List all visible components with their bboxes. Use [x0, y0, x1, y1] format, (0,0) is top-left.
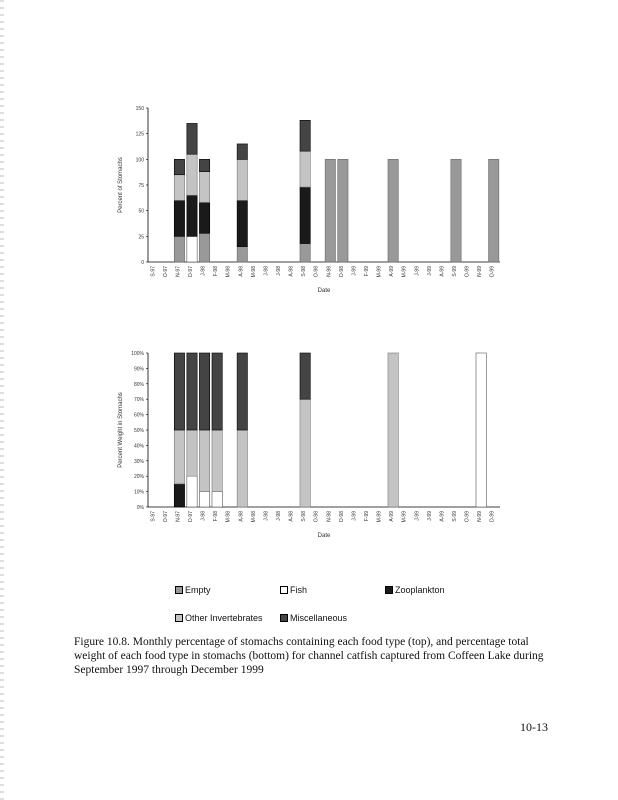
legend-swatch-empty [175, 586, 183, 594]
bottom-x-tick-label: J-98 [263, 511, 270, 521]
bottom-y-tick-label: 80% [133, 381, 144, 388]
legend-item-miscellaneous [280, 613, 347, 623]
bottom-x-tick-label: A-99 [389, 511, 396, 522]
bottom-x-tick-label: M-99 [376, 511, 383, 523]
top-bar-zooplankton [174, 200, 184, 236]
legend-swatch-zooplankton [385, 586, 393, 594]
bottom-y-tick-label: 40% [133, 443, 144, 450]
top-bar-empty [451, 159, 461, 262]
top-y-tick-label: 100 [135, 157, 144, 164]
bottom-x-tick-label: N-97 [175, 511, 182, 522]
top-x-tick-label: D-99 [489, 266, 496, 277]
bottom-y-tick-label: 90% [133, 366, 144, 373]
legend [175, 585, 505, 625]
bottom-bar-other-invertebrates [187, 430, 197, 476]
bottom-x-tick-label: M-98 [225, 511, 232, 523]
legend-label-fish: Fish [290, 585, 308, 595]
bottom-x-tick-label: D-99 [489, 511, 496, 522]
top-bar-miscellaneous [300, 120, 310, 151]
weight-percent-chart [0, 345, 618, 550]
bottom-bar-miscellaneous [174, 353, 184, 430]
top-bar-empty [199, 233, 209, 262]
top-bar-other-invertebrates [199, 172, 209, 203]
top-bar-zooplankton [300, 187, 310, 243]
top-x-tick-label: N-99 [477, 266, 484, 277]
top-x-tick-label: M-98 [250, 266, 257, 278]
top-x-tick-label: A-99 [439, 266, 446, 277]
bottom-y-tick-label: 60% [133, 412, 144, 419]
bottom-x-tick-label: D-98 [338, 511, 345, 522]
bottom-bar-other-invertebrates [199, 430, 209, 492]
bottom-bar-other-invertebrates [212, 430, 222, 492]
top-x-tick-label: S-97 [150, 266, 157, 277]
bottom-x-tick-label: F-98 [213, 511, 220, 522]
bottom-bar-fish [199, 492, 209, 507]
bottom-bar-fish [476, 353, 486, 507]
bottom-bar-miscellaneous [300, 353, 310, 399]
top-bar-zooplankton [199, 202, 209, 233]
top-x-tick-label: A-98 [238, 266, 245, 277]
top-x-tick-label: D-97 [188, 266, 194, 277]
bottom-x-tick-label: J-99 [351, 511, 358, 521]
bottom-bar-miscellaneous [199, 353, 209, 430]
legend-item-empty [175, 585, 211, 595]
legend-swatch-miscellaneous [280, 614, 288, 622]
legend-swatch-fish [280, 586, 288, 594]
bottom-bar-zooplankton [174, 484, 184, 507]
top-bar-empty [325, 159, 335, 262]
bottom-x-tick-label: S-98 [301, 511, 308, 522]
legend-label-zooplankton: Zooplankton [395, 585, 445, 595]
top-y-tick-label: 150 [135, 106, 144, 112]
bottom-y-tick-label: 70% [133, 397, 144, 404]
bottom-y-tick-label: 0% [136, 505, 144, 511]
top-x-tick-label: O-99 [464, 266, 471, 278]
top-x-tick-label: A-98 [288, 266, 295, 277]
top-bar-zooplankton [237, 200, 247, 246]
bottom-x-axis-label: Date [317, 533, 331, 539]
top-x-tick-label: F-98 [213, 266, 220, 277]
top-bar-empty [174, 236, 184, 262]
bottom-bar-other-invertebrates [388, 353, 398, 507]
bottom-x-tick-label: J-99 [426, 511, 433, 521]
top-x-tick-label: F-99 [364, 266, 370, 277]
legend-item-zooplankton [385, 585, 445, 595]
legend-label-other-invertebrates: Other Invertebrates [185, 613, 263, 623]
bottom-x-tick-label: O-97 [162, 511, 169, 523]
bottom-y-tick-label: 10% [133, 489, 144, 496]
bottom-y-tick-label: 50% [133, 428, 144, 434]
bottom-y-tick-label: 20% [133, 474, 144, 481]
top-bar-other-invertebrates [300, 151, 310, 187]
legend-label-empty: Empty [185, 585, 211, 595]
legend-label-miscellaneous: Miscellaneous [290, 613, 348, 623]
top-bar-empty [237, 247, 247, 262]
top-y-tick-label: 125 [135, 131, 144, 138]
top-x-tick-label: J-98 [263, 266, 270, 276]
bottom-y-tick-label: 30% [133, 458, 144, 465]
top-x-tick-label: O-98 [313, 266, 320, 278]
bottom-bar-other-invertebrates [174, 430, 184, 484]
top-y-tick-label: 0 [141, 260, 144, 266]
page-number: 10-13 [520, 720, 548, 734]
legend-item-fish [280, 585, 307, 595]
top-x-tick-label: J-98 [200, 266, 207, 276]
top-bar-fish [187, 236, 197, 262]
bottom-x-tick-label: O-99 [464, 511, 471, 523]
chart-top-svg [0, 100, 618, 305]
bottom-x-tick-label: N-98 [326, 511, 333, 522]
stomach-percent-chart [0, 100, 618, 305]
bottom-x-tick-label: M-99 [401, 511, 408, 523]
bottom-x-tick-label: S-97 [150, 511, 157, 522]
top-bar-empty [489, 159, 499, 262]
top-bar-miscellaneous [199, 159, 209, 171]
top-x-tick-label: M-99 [401, 266, 408, 278]
top-x-tick-label: J-98 [276, 266, 282, 276]
legend-item-other-invertebrates [175, 613, 263, 623]
top-bar-miscellaneous [237, 144, 247, 159]
top-x-tick-label: S-99 [452, 266, 458, 277]
bottom-y-tick-label: 100% [131, 351, 144, 357]
top-bar-zooplankton [187, 195, 197, 236]
bottom-bar-miscellaneous [187, 353, 197, 430]
top-x-tick-label: J-99 [414, 266, 421, 276]
bottom-x-tick-label: J-98 [276, 511, 282, 521]
legend-swatch-other-invertebrates [175, 614, 183, 622]
bottom-bar-fish [187, 476, 197, 507]
bottom-bar-other-invertebrates [300, 399, 310, 507]
bottom-x-tick-label: J-98 [200, 511, 207, 521]
top-x-tick-label: S-98 [301, 266, 308, 277]
top-bar-other-invertebrates [187, 154, 197, 195]
top-bar-miscellaneous [174, 159, 184, 174]
bottom-bar-miscellaneous [212, 353, 222, 430]
bottom-x-tick-label: M-98 [250, 511, 257, 523]
top-bar-other-invertebrates [237, 159, 247, 200]
top-bar-miscellaneous [187, 123, 197, 154]
bottom-x-tick-label: S-99 [452, 511, 458, 522]
top-x-tick-label: M-98 [225, 266, 232, 278]
top-x-tick-label: J-99 [351, 266, 358, 276]
top-x-axis-label: Date [317, 288, 331, 294]
top-bar-empty [338, 159, 348, 262]
bottom-x-tick-label: A-98 [238, 511, 245, 522]
top-y-tick-label: 50 [138, 208, 144, 215]
top-x-tick-label: N-98 [326, 266, 333, 277]
bottom-bar-fish [212, 492, 222, 507]
top-bar-empty [300, 244, 310, 262]
top-x-tick-label: N-97 [175, 266, 182, 277]
bottom-x-tick-label: A-98 [288, 511, 295, 522]
bottom-x-tick-label: O-98 [313, 511, 320, 523]
figure-caption: Figure 10.8. Monthly percentage of stomachs containing each food type (top), and percentage total weight of each food type in stomachs (bottom) for channel catfish captured from Coffeen Lake during September 1997 through December 1999 [74, 636, 544, 676]
top-x-tick-label: D-98 [338, 266, 345, 277]
bottom-y-axis-label: Percent Weight in Stomachs [118, 392, 124, 468]
bottom-x-tick-label: J-99 [414, 511, 421, 521]
top-y-axis-label: Percent of Stomachs [118, 157, 124, 213]
bottom-x-tick-label: D-97 [188, 511, 194, 522]
bottom-x-tick-label: F-99 [364, 511, 370, 522]
top-y-tick-label: 25 [138, 234, 144, 241]
top-bar-other-invertebrates [174, 175, 184, 201]
top-x-tick-label: O-97 [162, 266, 169, 278]
top-y-tick-label: 75 [138, 183, 144, 189]
top-x-tick-label: A-99 [389, 266, 396, 277]
bottom-bar-miscellaneous [237, 353, 247, 430]
top-x-tick-label: J-99 [426, 266, 433, 276]
bottom-x-tick-label: A-99 [439, 511, 446, 522]
top-x-tick-label: M-99 [376, 266, 383, 278]
chart-bottom-svg [0, 345, 618, 550]
bottom-bar-other-invertebrates [237, 430, 247, 507]
bottom-x-tick-label: N-99 [477, 511, 484, 522]
top-bar-empty [388, 159, 398, 262]
